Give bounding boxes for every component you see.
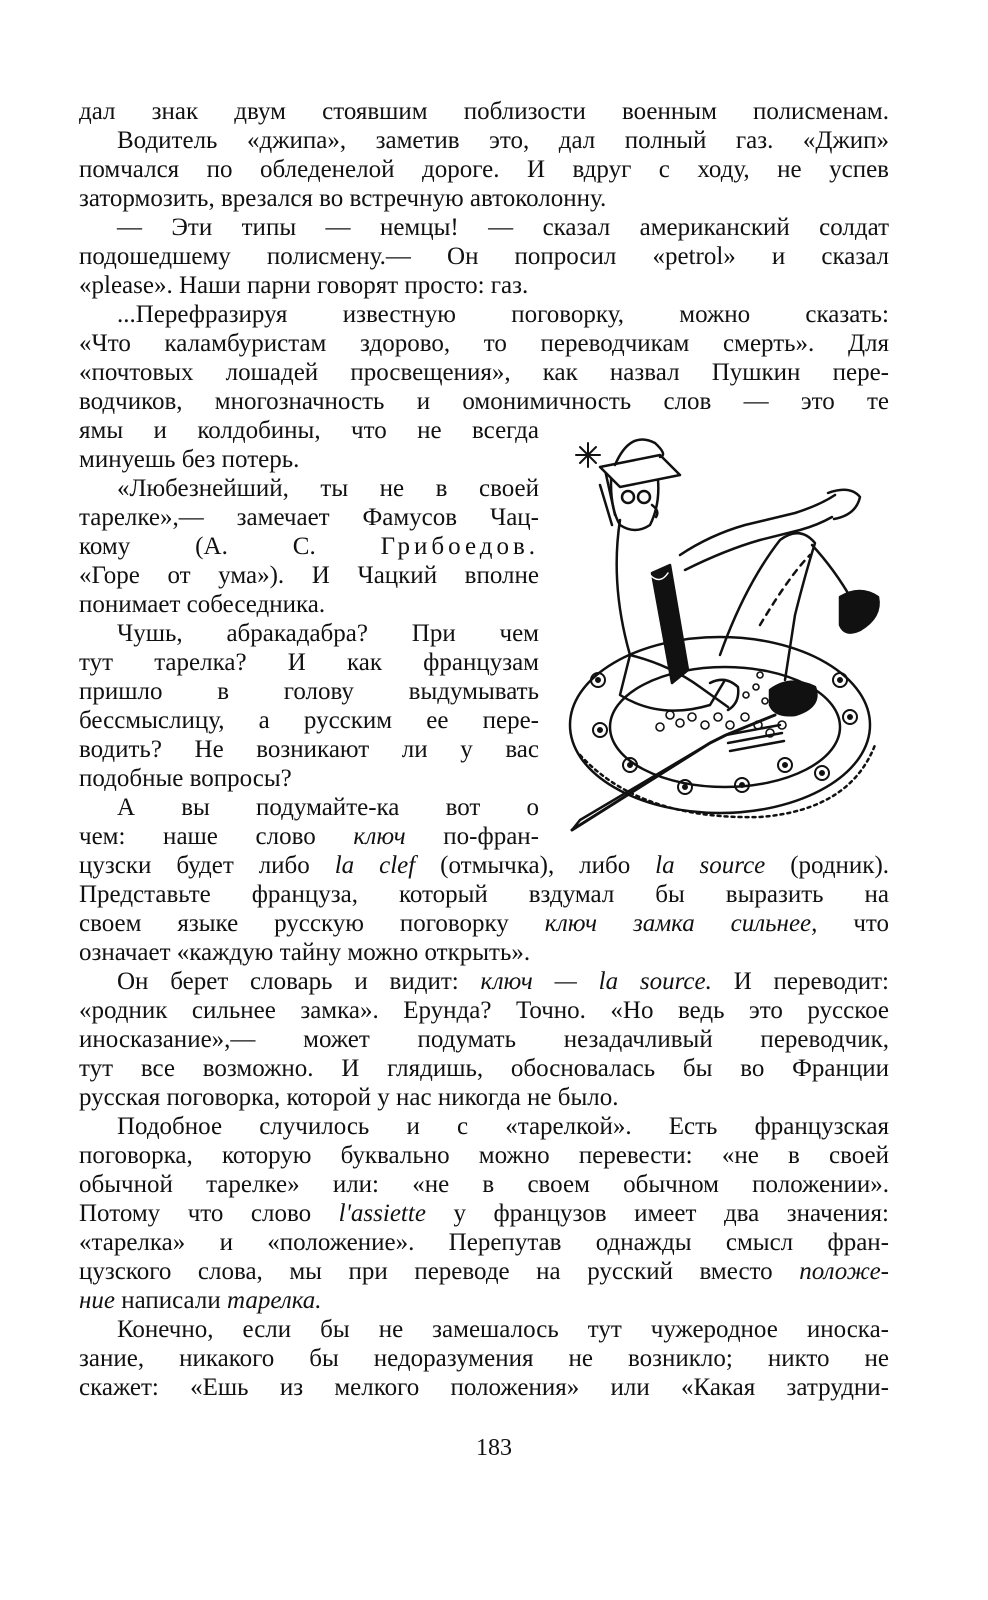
text-line: «Горе от ума»). И Чацкий вполне — [79, 562, 539, 589]
text-line: дал знак двум стоявшим поблизости военным полисменам. — [79, 98, 889, 125]
text-line: подобные вопросы? — [79, 765, 292, 792]
text-segment: что — [817, 910, 889, 937]
text-line: «почтовых лошадей просвещения», как назвал Пушкин пере- — [79, 359, 889, 386]
text-line: обычной тарелке» или: «не в своем обычном положении». — [79, 1171, 889, 1198]
text-line: тут тарелка? И как французам — [79, 649, 539, 676]
text-segment: (отмычка), либо — [415, 852, 656, 879]
text-line — [79, 1200, 889, 1228]
text-line: затормозить, врезался во встречную автоколонну. — [79, 185, 607, 212]
shoe-right — [840, 591, 879, 633]
fork-tines — [726, 725, 784, 751]
text-line: «Любезнейший, ты не в своей — [117, 475, 539, 502]
leg-left — [720, 533, 815, 680]
text-line: бессмыслицу, а русским ее пере- — [79, 707, 539, 734]
text-line: Представьте француза, который вздумал бы выразить на — [79, 881, 889, 908]
italic-word: положе- — [799, 1258, 889, 1285]
text-line: ...Перефразируя известную поговорку, можно сказать: — [117, 301, 889, 328]
italic-word: la source — [655, 852, 766, 879]
text-segment: цузски будет либо — [79, 852, 335, 879]
man-sitting-on-plate-with-fork-illustration — [560, 425, 895, 845]
italic-word: l'assiette — [338, 1200, 426, 1227]
italic-word: la clef — [334, 852, 416, 879]
text-segment: И переводит: — [711, 968, 889, 995]
eye-right — [638, 491, 650, 503]
text-line: подошедшему полисмену.— Он попросил «petrol» и сказал — [79, 243, 889, 270]
text-line: Конечно, если бы не замешалось тут чужеродное иноска- — [117, 1316, 889, 1343]
shoe-left — [770, 682, 816, 716]
text-line: А вы подумайте-ка вот о — [117, 794, 539, 821]
text-line — [79, 823, 539, 851]
text-line: водчиков, многозначность и омонимичность слов — это те — [79, 388, 889, 415]
hand-right — [828, 490, 860, 519]
text-segment: своем языке русскую поговорку — [79, 910, 545, 937]
text-line — [117, 968, 889, 996]
spaced-author-name: Грибоедов. — [380, 533, 539, 560]
text-line: «родник сильнее замка». Ерунда? Точно. «Но ведь это русское — [79, 997, 889, 1024]
text-segment: чем: наше слово — [79, 823, 354, 850]
tie — [652, 565, 688, 683]
italic-phrase: ключ замка сильнее, — [544, 910, 818, 937]
text-line: пришло в голову выдумывать — [79, 678, 539, 705]
hat-flower — [576, 443, 600, 467]
text-line — [79, 533, 539, 561]
text-line: русская поговорка, которой у нас никогда не было. — [79, 1084, 619, 1111]
text-line: «Что каламбуристам здорово, то переводчикам смерть». Для — [79, 330, 889, 357]
italic-word: ключ — [353, 823, 406, 850]
text-segment: написали — [115, 1287, 227, 1314]
text-line: Подобное случилось и с «тарелкой». Есть французская — [117, 1113, 889, 1140]
text-line: помчался по обледенелой дороге. И вдруг с ходу, не успев — [79, 156, 889, 183]
text-line: означает «каждую тайну можно открыть». — [79, 939, 531, 966]
text-line: иносказание»,— может подумать незадачливый переводчик, — [79, 1026, 889, 1053]
text-line: зание, никакого бы недоразумения не возникло; никто не — [79, 1345, 889, 1372]
italic-word: ние — [79, 1287, 115, 1314]
text-segment: кому (А. С. — [79, 533, 381, 560]
text-line: «please». Наши парни говорят просто: газ. — [79, 272, 529, 299]
text-line: понимает собеседника. — [79, 591, 326, 618]
text-line: скажет: «Ешь из мелкого положения» или «Какая затрудни- — [79, 1374, 889, 1401]
text-segment: цузского слова, мы при переводе на русский вместо — [79, 1258, 800, 1285]
text-line: ямы и колдобины, что не всегда — [79, 417, 539, 444]
text-line — [79, 1287, 889, 1315]
text-line: тарелке»,— замечает Фамусов Чац- — [79, 504, 539, 531]
text-segment: у французов имеет два значения: — [425, 1200, 889, 1227]
text-line: водить? Не возникают ли у вас — [79, 736, 539, 763]
text-line: — Эти типы — немцы! — сказал американский солдат — [117, 214, 889, 241]
eye-left — [622, 491, 634, 503]
text-segment: Потому что слово — [79, 1200, 339, 1227]
italic-phrase: ключ — la source. — [480, 968, 712, 995]
text-segment: Он берет словарь и видит: — [117, 968, 481, 995]
text-line: поговорка, которую буквально можно перевести: «не в своей — [79, 1142, 889, 1169]
text-segment: по-фран- — [405, 823, 539, 850]
text-line — [79, 1258, 889, 1286]
text-line: минуешь без потерь. — [79, 446, 300, 473]
text-line — [79, 910, 889, 938]
text-segment: (родник). — [765, 852, 890, 879]
italic-word: тарелка. — [226, 1287, 322, 1314]
text-line: «тарелка» и «положение». Перепутав однажды смысл фран- — [79, 1229, 889, 1256]
text-line: Водитель «джипа», заметив это, дал полный газ. «Джип» — [117, 127, 889, 154]
text-line: Чушь, абракадабра? При чем — [117, 620, 539, 647]
text-line: тут все возможно. И глядишь, обосновалась бы во Франции — [79, 1055, 889, 1082]
page-number: 183 — [476, 1435, 512, 1461]
text-line — [79, 852, 889, 880]
